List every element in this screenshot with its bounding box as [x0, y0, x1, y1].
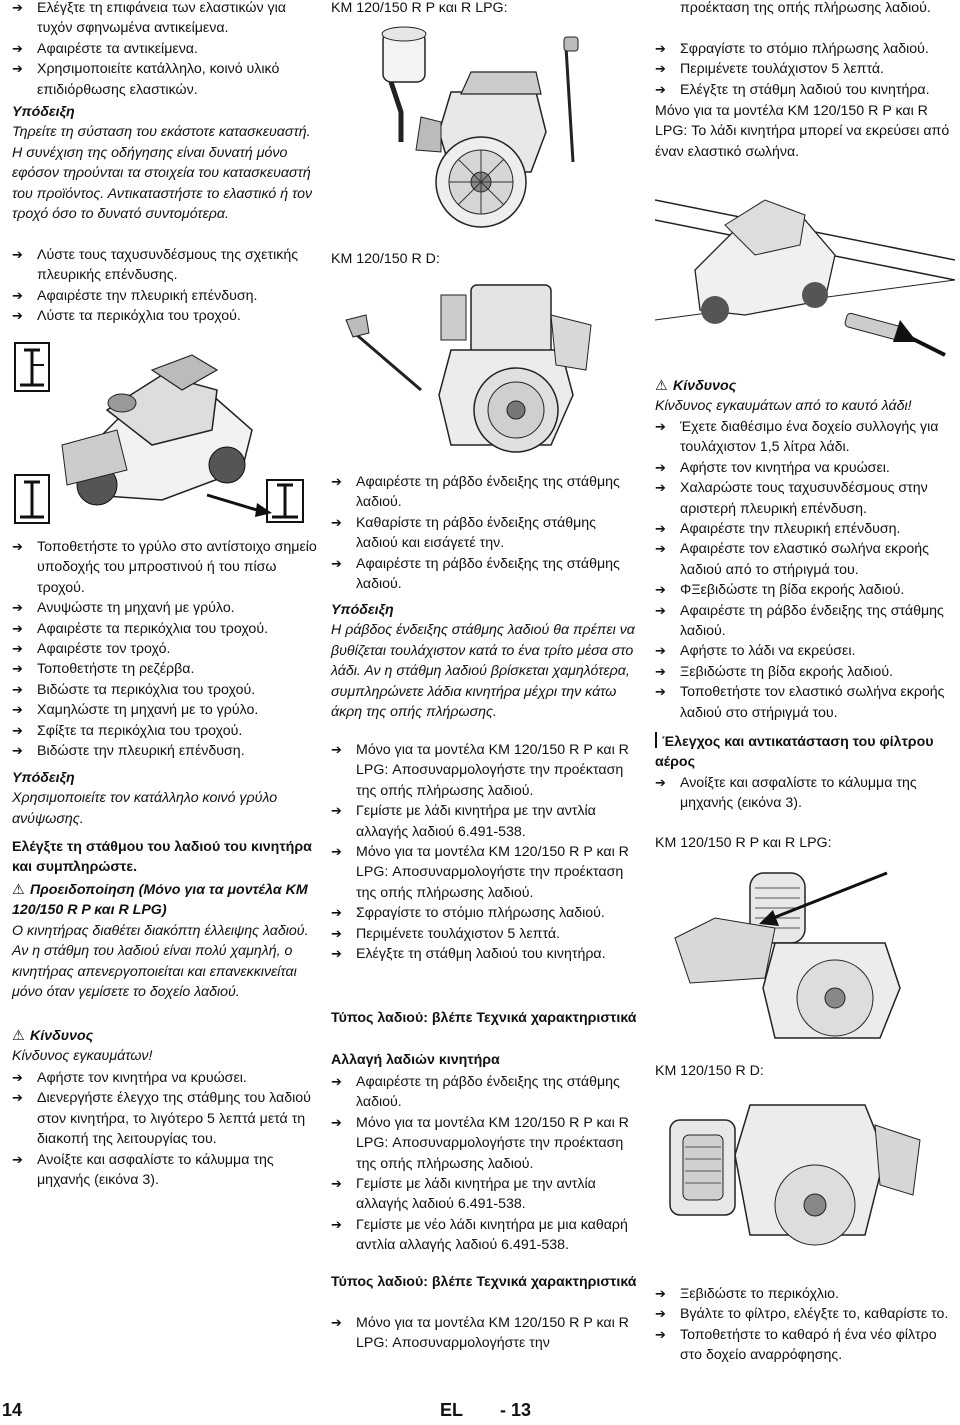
section-heading: Έλεγχος και αντικατάσταση του φίλτρου αέρος [655, 734, 934, 771]
danger-text: Κίνδυνος εγκαυμάτων! [12, 1048, 153, 1065]
step: ➔ Αφαιρέστε τη ράβδο ένδειξης της στάθμης λαδιού. [331, 472, 641, 513]
step: ➔ Περιμένετε τουλάχιστον 5 λεπτά. [331, 924, 641, 944]
step: ➔ Τοποθετήστε τον ελαστικό σωλήνα εκροής λαδιού στο στήριγμά του. [655, 682, 955, 723]
step: ➔ Βγάλτε το φίλτρο, ελέγξτε το, καθαρίστε το. [655, 1304, 955, 1324]
oil-change-heading [331, 1050, 641, 1070]
step: ➔ Αφαιρέστε τα περικόχλια του τροχού. [12, 619, 317, 639]
diesel-air-filter-figure [655, 1085, 955, 1280]
continued-text [655, 0, 955, 18]
danger-icon: ⚠ [655, 378, 668, 394]
step: ➔ Έχετε διαθέσιμο ένα δοχείο συλλογής για τουλάχιστον 1,5 λίτρα λάδι. [655, 417, 955, 458]
seal-steps [655, 39, 955, 100]
engine-d-label [331, 249, 641, 269]
tire-check-steps [12, 0, 317, 100]
step: ➔ Χαλαρώστε τους ταχυσυνδέσμους στην αριστερή πλευρική επένδυση. [655, 478, 955, 519]
note-text: Η ράβδος ένδειξης στάθμης λαδιού θα πρέπει να βυθίζεται τουλάχιστον κατά το ένα τρίτο μέσα στο λάδι. Αν η στάθμη λαδιού βρίσκεται χαμηλότερα, συμπληρώνετε λάδια κινητήρα μέχρι την κάτω άκρη της οπής πλήρωσης. [331, 622, 635, 721]
oil-change-steps [331, 1072, 641, 1256]
step: ➔ Αφαιρέστε τον ελαστικό σωλήνα εκροής λαδιού από το στήριγμά του. [655, 539, 955, 580]
note-2 [12, 768, 317, 829]
step: ➔ Ανυψώστε τη μηχανή με γρύλο. [12, 598, 317, 618]
danger-heading: Κίνδυνος [673, 378, 737, 394]
filter-lpg-label [655, 833, 955, 853]
note-text: Μόνο για τα μοντέλα KM 120/150 R P και R LPG: Το λάδι κινητήρα μπορεί να εκρεύσει από έναν ελαστικό σωλήνα. [655, 103, 950, 160]
step: ➔ Αφαιρέστε τη ράβδο ένδειξης της στάθμης λαδιού. [331, 1072, 641, 1113]
section-heading: Ελέγξτε τη στάθμου του λαδιού του κινητήρα και συμπληρώστε. [12, 839, 312, 876]
step: ➔ Τοποθετήστε το γρύλο στο αντίστοιχο σημείο υποδοχής του μπροστινού ή του πίσω τροχού. [12, 537, 317, 598]
warning-heading: Προειδοποίηση (Μόνο για τα μοντέλα KM 120/150 R P και R LPG) [12, 882, 308, 919]
step: ➔ Ανοίξτε και ασφαλίστε το κάλυμμα της μηχανής (εικόνα 3). [655, 773, 955, 814]
danger-block [12, 1026, 317, 1067]
step: ➔ Σφραγίστε το στόμιο πλήρωσης λαδιού. [331, 903, 641, 923]
step: ➔ Αφαιρέστε τον τροχό. [12, 639, 317, 659]
wheel-steps-2 [12, 537, 317, 761]
engine-lpg-label [331, 0, 641, 18]
step: ➔ Μόνο για τα μοντέλα KM 120/150 R P και R LPG: Αποσυναρμολογήστε την [331, 1313, 641, 1354]
step: ➔ Βιδώστε τα περικόχλια του τροχού. [12, 680, 317, 700]
step: ➔ Χαμηλώστε τη μηχανή με το γρύλο. [12, 700, 317, 720]
diesel-engine-figure [341, 275, 611, 465]
step: ➔ Αφήστε τον κινητήρα να κρυώσει. [12, 1068, 317, 1088]
model-label: KM 120/150 R D: [331, 251, 440, 267]
step: ➔ Γεμίστε με λάδι κινητήρα με την αντλία αλλαγής λαδιού 6.491-538. [331, 801, 641, 842]
step: ➔ Καθαρίστε τη ράβδο ένδειξης στάθμης λαδιού και εισάγετέ την. [331, 513, 641, 554]
note-heading: Υπόδειξη [12, 104, 75, 120]
danger-text: Κίνδυνος εγκαυμάτων από το καυτό λάδι! [655, 398, 912, 415]
danger-icon: ⚠ [12, 1028, 25, 1044]
step: ➔ Ανοίξτε και ασφαλίστε το κάλυμμα της μηχανής (εικόνα 3). [12, 1150, 317, 1191]
oil-check-heading [12, 837, 317, 878]
step: ➔ Μόνο για τα μοντέλα KM 120/150 R P και R LPG: Αποσυναρμολογήστε την προέκταση της οπής πλήρωσης λαδιού. [331, 842, 641, 903]
oil-type-1 [331, 1008, 641, 1028]
drain-steps [655, 417, 955, 723]
oil-type-text: Τύπος λαδιού: βλέπε Τεχνικά χαρακτηριστικά [331, 1010, 637, 1026]
step: ➔ ΦΞεβιδώστε τη βίδα εκροής λαδιού. [655, 580, 955, 600]
step: ➔ Ελέγξτε τη στάθμη λαδιού του κινητήρα. [655, 80, 955, 100]
note-1 [12, 102, 317, 224]
step: ➔ Ελέγξτε τη στάθμη λαδιού του κινητήρα. [331, 944, 641, 964]
change-bar [655, 732, 657, 748]
filter-steps [655, 1284, 955, 1366]
step: ➔ Μόνο για τα μοντέλα KM 120/150 R P και R LPG: Αποσυναρμολογήστε την προέκταση της οπής πλήρωσης λαδιού. [331, 740, 641, 801]
lpg-air-filter-figure [655, 858, 955, 1048]
note-heading: Υπόδειξη [331, 602, 394, 618]
dipstick-note [331, 600, 641, 722]
oil-type-2 [331, 1272, 641, 1292]
step: ➔ Περιμένετε τουλάχιστον 5 λεπτά. [655, 59, 955, 79]
step: ➔ Ξεβιδώστε το περικόχλιο. [655, 1284, 955, 1304]
model-label: KM 120/150 R P και R LPG: [655, 835, 832, 851]
model-label: KM 120/150 R P και R LPG: [331, 0, 508, 16]
step: ➔ Λύστε τους ταχυσυνδέσμους της σχετικής πλευρικής επένδυσης. [12, 245, 317, 286]
step: ➔ Τοποθετήστε τη ρεζέρβα. [12, 659, 317, 679]
danger-heading: Κίνδυνος [30, 1028, 94, 1044]
page-number-left: 14 [2, 1400, 23, 1420]
oil-type-text: Τύπος λαδιού: βλέπε Τεχνικά χαρακτηριστικά [331, 1274, 637, 1290]
step: ➔ Βιδώστε την πλευρική επένδυση. [12, 741, 317, 761]
page-number-right: - 13 [500, 1400, 532, 1420]
air-filter-steps [655, 773, 955, 814]
sweeper-jack-figure [12, 335, 317, 525]
step: ➔ Αφαιρέστε την πλευρική επένδυση. [12, 286, 317, 306]
step: ➔ Αφήστε τον κινητήρα να κρυώσει. [655, 458, 955, 478]
step: ➔ Διενεργήστε έλεγχο της στάθμης του λαδιού στον κινητήρα, το λιγότερο 5 λεπτά μετά τη διακοπή της λειτουργίας του. [12, 1088, 317, 1149]
warning-text: Ο κινητήρας διαθέτει διακόπτη έλλειψης λαδιού. Αν η στάθμη του λαδιού είναι πολύ χαμηλή, ο κινητήρας απενεργοποιείται και επανεκκινείται μόνο όταν γεμίσετε το δοχείο λαδιού. [12, 922, 309, 1001]
dipstick-steps [331, 472, 641, 594]
filter-d-label [655, 1061, 955, 1081]
step: ➔ Γεμίστε με νέο λάδι κινητήρα με μια καθαρή αντλία αλλαγής λαδιού 6.491-538. [331, 1215, 641, 1256]
language-code: EL [440, 1400, 464, 1420]
oil-change-steps-2 [331, 1313, 641, 1354]
step: ➔ Ελέγξτε τη επιφάνεια των ελαστικών για τυχόν σφηνωμένα αντικείμενα. [12, 0, 317, 39]
warning-icon: ⚠ [12, 882, 25, 898]
step: ➔ Αφαιρέστε την πλευρική επένδυση. [655, 519, 955, 539]
step: ➔ Λύστε τα περικόχλια του τροχού. [12, 306, 317, 326]
oil-check-steps [12, 1068, 317, 1190]
section-heading: Αλλαγή λαδιών κινητήρα [331, 1052, 500, 1068]
note-text: Τηρείτε τη σύσταση του εκάστοτε κατασκευαστή. Η συνέχιση της οδήγησης είναι δυνατή μόνο εφόσον τηρούνται τα στοιχεία του κατασκευαστή του προϊόντος. Αντικαταστήστε το ελαστικό ή τον τροχό όσο το δυνατό συντομότερα. [12, 124, 313, 223]
continued-line: προέκταση της οπής πλήρωσης λαδιού. [680, 0, 931, 16]
step: ➔ Αφαιρέστε τα αντικείμενα. [12, 39, 317, 59]
air-filter-heading [655, 732, 955, 773]
step: ➔ Αφήστε το λάδι να εκρεύσει. [655, 641, 955, 661]
step: ➔ Χρησιμοποιείτε κατάλληλο, κοινό υλικό επιδιόρθωσης ελαστικών. [12, 59, 317, 100]
step: ➔ Σφραγίστε το στόμιο πλήρωσης λαδιού. [655, 39, 955, 59]
lpg-engine-figure [361, 22, 601, 237]
step: ➔ Τοποθετήστε το καθαρό ή ένα νέο φίλτρο στο δοχείο αναρρόφησης. [655, 1325, 955, 1366]
wheel-steps-1 [12, 245, 317, 327]
warning-block [12, 880, 317, 1002]
step: ➔ Σφίξτε τα περικόχλια του τροχού. [12, 721, 317, 741]
lpg-hose-note [655, 101, 955, 162]
step: ➔ Αφαιρέστε τη ράβδο ένδειξης της στάθμης λαδιού. [655, 601, 955, 642]
step: ➔ Μόνο για τα μοντέλα KM 120/150 R P και R LPG: Αποσυναρμολογήστε την προέκταση της οπής πλήρωσης λαδιού. [331, 1113, 641, 1174]
step: ➔ Γεμίστε με λάδι κινητήρα με την αντλία αλλαγής λαδιού 6.491-538. [331, 1174, 641, 1215]
step: ➔ Αφαιρέστε τη ράβδο ένδειξης της στάθμης λαδιού. [331, 554, 641, 595]
step: ➔ Ξεβιδώστε τη βίδα εκροής λαδιού. [655, 662, 955, 682]
note-text: Χρησιμοποιείτε τον κατάλληλο κοινό γρύλο ανύψωσης. [12, 790, 278, 827]
oil-fill-steps [331, 740, 641, 964]
model-label: KM 120/150 R D: [655, 1063, 764, 1079]
note-heading: Υπόδειξη [12, 770, 75, 786]
danger-block [655, 376, 955, 417]
oil-drain-figure [655, 170, 955, 370]
